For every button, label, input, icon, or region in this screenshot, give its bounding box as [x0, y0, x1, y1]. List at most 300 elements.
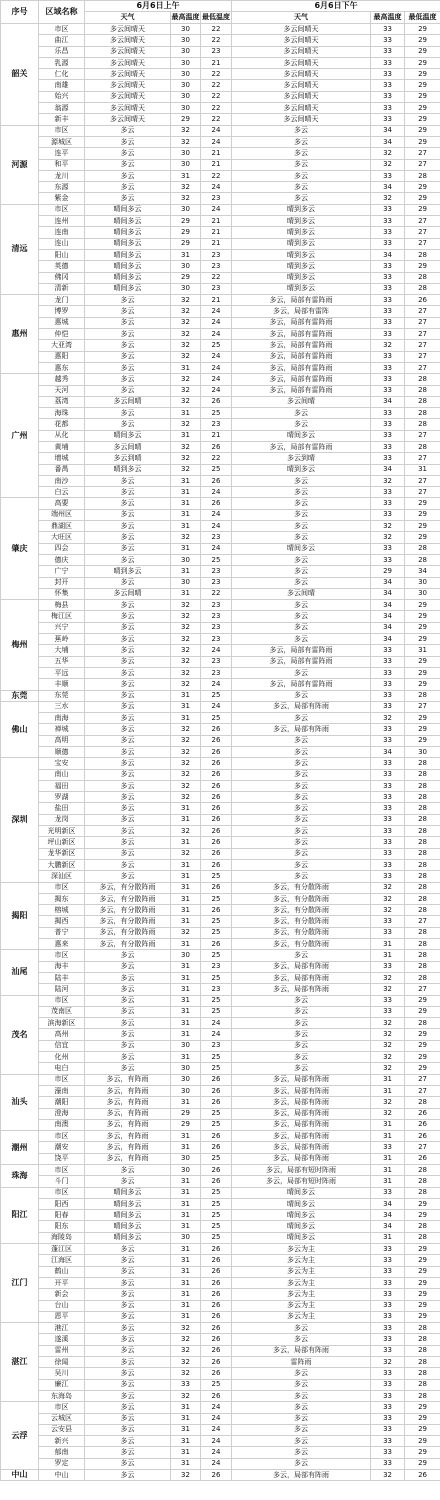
am-min-cell: 25 [201, 1187, 232, 1198]
region-cell: 东莞 [39, 690, 85, 701]
pm-min-cell: 26 [405, 1131, 440, 1142]
pm-max-cell: 32 [371, 159, 405, 170]
table-row [1, 1402, 440, 1413]
am-max-cell: 31 [171, 916, 201, 927]
am-min-cell: 25 [201, 1221, 232, 1232]
pm-weather-cell: 多云，局部有雷阵雨 [232, 645, 371, 656]
am-max-cell: 29 [171, 227, 201, 238]
region-cell: 南山 [39, 769, 85, 780]
pm-max-cell: 34 [371, 747, 405, 758]
am-weather-cell: 晴间多云 [85, 216, 171, 227]
city-group-cell: 珠海 [1, 1164, 39, 1187]
table-row [1, 340, 440, 351]
pm-min-cell: 29 [405, 498, 440, 509]
am-min-cell: 26 [201, 882, 232, 893]
pm-min-cell: 27 [405, 1142, 440, 1153]
pm-weather-cell: 多云 [232, 713, 371, 724]
pm-max-cell: 33 [371, 792, 405, 803]
pm-min-cell: 28 [405, 272, 440, 283]
pm-max-cell: 33 [371, 871, 405, 882]
region-cell: 市区 [39, 1074, 85, 1085]
am-weather-cell: 多云 [85, 758, 171, 769]
region-cell: 紫金 [39, 193, 85, 204]
pm-weather-cell: 多云间晴天 [232, 103, 371, 114]
table-row [1, 24, 440, 35]
region-cell: 澄海 [39, 1108, 85, 1119]
pm-min-cell: 28 [405, 848, 440, 859]
table-row [1, 1142, 440, 1153]
pm-min-cell: 29 [405, 1006, 440, 1017]
pm-min-cell: 29 [405, 1198, 440, 1209]
pm-min-cell: 28 [405, 893, 440, 904]
pm-max-cell: 33 [371, 826, 405, 837]
am-max-cell: 31 [171, 837, 201, 848]
am-max-cell: 30 [171, 148, 201, 159]
am-weather-cell: 多云 [85, 1277, 171, 1288]
am-min-cell: 24 [201, 136, 232, 147]
am-min-cell: 22 [201, 272, 232, 283]
am-weather-cell: 晴间多云 [85, 1210, 171, 1221]
pm-min-cell: 29 [405, 261, 440, 272]
pm-max-cell: 32 [371, 882, 405, 893]
am-max-cell: 31 [171, 1300, 201, 1311]
am-min-cell: 25 [201, 1108, 232, 1119]
table-row [1, 170, 440, 181]
am-min-cell: 21 [201, 295, 232, 306]
pm-weather-cell: 多云，局部有雷阵雨 [232, 656, 371, 667]
am-weather-cell: 多云 [85, 362, 171, 373]
table-row [1, 792, 440, 803]
pm-max-cell: 33 [371, 509, 405, 520]
am-max-cell: 32 [171, 317, 201, 328]
am-min-cell: 24 [201, 374, 232, 385]
am-min-cell: 24 [201, 1424, 232, 1435]
pm-weather-cell: 多云，局部有雷阵雨 [232, 329, 371, 340]
am-max-cell: 31 [171, 1458, 201, 1469]
pm-weather-cell: 晴间多云 [232, 543, 371, 554]
pm-max-cell: 32 [371, 1097, 405, 1108]
pm-max-cell: 33 [371, 1334, 405, 1345]
table-row [1, 114, 440, 125]
am-min-cell: 24 [201, 317, 232, 328]
region-cell: 廉江 [39, 1379, 85, 1390]
region-cell: 高明 [39, 735, 85, 746]
region-cell: 惠东 [39, 362, 85, 373]
pm-weather-cell: 多云，局部有阵雨 [232, 1153, 371, 1164]
am-weather-cell: 多云 [85, 1029, 171, 1040]
am-weather-cell: 晴间多云 [85, 1187, 171, 1198]
region-cell: 市区 [39, 950, 85, 961]
table-row [1, 216, 440, 227]
am-min-cell: 25 [201, 554, 232, 565]
pm-max-cell: 33 [371, 1255, 405, 1266]
pm-max-cell: 33 [371, 91, 405, 102]
pm-weather-cell: 多云 [232, 950, 371, 961]
am-weather-cell: 多云 [85, 747, 171, 758]
am-min-cell: 23 [201, 600, 232, 611]
am-weather-cell: 多云间晴天 [85, 114, 171, 125]
am-weather-cell: 多云 [85, 961, 171, 972]
pm-max-cell: 33 [371, 261, 405, 272]
am-max-cell: 32 [171, 724, 201, 735]
region-cell: 封开 [39, 577, 85, 588]
pm-min-cell: 29 [405, 1300, 440, 1311]
pm-max-cell: 33 [371, 679, 405, 690]
am-weather-cell: 多云间晴天 [85, 80, 171, 91]
am-max-cell: 31 [171, 408, 201, 419]
am-min-cell: 24 [201, 509, 232, 520]
am-weather-cell: 多云 [85, 182, 171, 193]
pm-min-cell: 28 [405, 1018, 440, 1029]
pm-max-cell: 33 [371, 114, 405, 125]
region-cell: 榕城 [39, 905, 85, 916]
am-weather-cell: 多云 [85, 1289, 171, 1300]
am-min-cell: 23 [201, 532, 232, 543]
table-row [1, 826, 440, 837]
region-cell: 惠来 [39, 939, 85, 950]
table-row [1, 724, 440, 735]
am-max-cell: 31 [171, 1018, 201, 1029]
pm-min-cell: 29 [405, 724, 440, 735]
region-cell: 遂溪 [39, 1334, 85, 1345]
pm-max-cell: 33 [371, 227, 405, 238]
table-row [1, 441, 440, 452]
header-region: 区域名称 [39, 1, 85, 24]
table-row [1, 950, 440, 961]
region-cell: 乳源 [39, 57, 85, 68]
am-weather-cell: 多云 [85, 1300, 171, 1311]
region-cell: 英德 [39, 261, 85, 272]
region-cell: 市区 [39, 24, 85, 35]
pm-max-cell: 31 [371, 1153, 405, 1164]
pm-weather-cell: 多云 [232, 1458, 371, 1469]
pm-max-cell: 33 [371, 758, 405, 769]
pm-min-cell: 27 [405, 227, 440, 238]
region-cell: 东海岛 [39, 1390, 85, 1401]
am-weather-cell: 多云间晴天 [85, 57, 171, 68]
pm-min-cell: 27 [405, 329, 440, 340]
pm-min-cell: 28 [405, 1390, 440, 1401]
city-group-cell: 清远 [1, 204, 39, 294]
pm-weather-cell: 晴间多云 [232, 1221, 371, 1232]
am-max-cell: 31 [171, 521, 201, 532]
pm-min-cell: 27 [405, 362, 440, 373]
am-max-cell: 31 [171, 1198, 201, 1209]
am-max-cell: 31 [171, 509, 201, 520]
region-cell: 荔湾 [39, 396, 85, 407]
am-weather-cell: 多云 [85, 1018, 171, 1029]
pm-weather-cell: 多云，局部有短时阵雨 [232, 1176, 371, 1187]
pm-min-cell: 29 [405, 1063, 440, 1074]
am-max-cell: 30 [171, 283, 201, 294]
am-max-cell: 30 [171, 1153, 201, 1164]
am-weather-cell: 多云 [85, 487, 171, 498]
pm-weather-cell: 多云 [232, 1379, 371, 1390]
pm-max-cell: 32 [371, 893, 405, 904]
region-cell: 云城区 [39, 1413, 85, 1424]
pm-weather-cell: 晴到多云 [232, 283, 371, 294]
am-min-cell: 26 [201, 1300, 232, 1311]
city-group-cell: 汕头 [1, 1074, 39, 1130]
table-row [1, 475, 440, 486]
pm-weather-cell: 多云间晴天 [232, 57, 371, 68]
am-weather-cell: 多云 [85, 995, 171, 1006]
region-cell: 清新 [39, 283, 85, 294]
am-min-cell: 25 [201, 1379, 232, 1390]
am-max-cell: 31 [171, 1277, 201, 1288]
am-min-cell: 26 [201, 1277, 232, 1288]
pm-weather-cell: 雷阵雨 [232, 1357, 371, 1368]
table-row [1, 995, 440, 1006]
pm-weather-cell: 多云，局部有阵雨 [232, 1131, 371, 1142]
pm-weather-cell: 多云，局部有阵雨 [232, 1470, 371, 1481]
am-weather-cell: 多云 [85, 125, 171, 136]
pm-max-cell: 33 [371, 995, 405, 1006]
pm-weather-cell: 多云 [232, 1006, 371, 1017]
pm-min-cell: 27 [405, 238, 440, 249]
am-weather-cell: 多云间晴 [85, 396, 171, 407]
pm-min-cell: 28 [405, 283, 440, 294]
table-row [1, 679, 440, 690]
pm-min-cell: 27 [405, 475, 440, 486]
am-weather-cell: 多云 [85, 622, 171, 633]
pm-weather-cell: 多云，局部有阵雨 [232, 1074, 371, 1085]
table-row [1, 1210, 440, 1221]
am-max-cell: 31 [171, 1436, 201, 1447]
am-max-cell: 30 [171, 577, 201, 588]
am-min-cell: 23 [201, 961, 232, 972]
pm-max-cell: 33 [371, 1142, 405, 1153]
am-min-cell: 26 [201, 859, 232, 870]
pm-max-cell: 33 [371, 814, 405, 825]
pm-min-cell: 29 [405, 1447, 440, 1458]
pm-min-cell: 29 [405, 634, 440, 645]
am-min-cell: 23 [201, 984, 232, 995]
am-min-cell: 26 [201, 1085, 232, 1096]
am-max-cell: 29 [171, 272, 201, 283]
pm-max-cell: 33 [371, 543, 405, 554]
am-max-cell: 32 [171, 441, 201, 452]
region-cell: 翁源 [39, 103, 85, 114]
table-row [1, 543, 440, 554]
table-row [1, 611, 440, 622]
pm-min-cell: 29 [405, 69, 440, 80]
table-row [1, 509, 440, 520]
am-weather-cell: 多云 [85, 148, 171, 159]
pm-max-cell: 34 [371, 396, 405, 407]
table-row [1, 1097, 440, 1108]
am-weather-cell: 多云，有阵雨 [85, 1074, 171, 1085]
pm-weather-cell: 多云，局部有阵雨 [232, 961, 371, 972]
am-min-cell: 26 [201, 758, 232, 769]
am-max-cell: 30 [171, 1063, 201, 1074]
table-row [1, 656, 440, 667]
pm-max-cell: 33 [371, 170, 405, 181]
region-cell: 中山 [39, 1470, 85, 1481]
am-weather-cell: 晴到多云 [85, 464, 171, 475]
am-weather-cell: 多云 [85, 1255, 171, 1266]
pm-weather-cell: 晴到多云 [232, 204, 371, 215]
pm-weather-cell: 多云 [232, 419, 371, 430]
am-min-cell: 26 [201, 1074, 232, 1085]
city-group-cell: 深圳 [1, 758, 39, 882]
pm-max-cell: 32 [371, 1040, 405, 1051]
am-weather-cell: 多云间晴天 [85, 91, 171, 102]
am-min-cell: 25 [201, 1006, 232, 1017]
pm-min-cell: 29 [405, 600, 440, 611]
table-row [1, 464, 440, 475]
pm-weather-cell: 多云 [232, 1436, 371, 1447]
pm-min-cell: 27 [405, 487, 440, 498]
am-weather-cell: 多云 [85, 780, 171, 791]
table-row [1, 972, 440, 983]
pm-weather-cell: 多云 [232, 1334, 371, 1345]
am-min-cell: 24 [201, 701, 232, 712]
am-weather-cell: 晴间多云 [85, 261, 171, 272]
pm-min-cell: 29 [405, 532, 440, 543]
region-cell: 天河 [39, 385, 85, 396]
region-cell: 丰顺 [39, 679, 85, 690]
am-min-cell: 25 [201, 916, 232, 927]
pm-weather-cell: 晴间多云 [232, 1210, 371, 1221]
table-row [1, 317, 440, 328]
table-row [1, 1221, 440, 1232]
region-cell: 鹤山 [39, 1266, 85, 1277]
am-weather-cell: 多云 [85, 826, 171, 837]
pm-weather-cell: 多云 [232, 1018, 371, 1029]
pm-min-cell: 28 [405, 826, 440, 837]
region-cell: 源城区 [39, 136, 85, 147]
table-row [1, 46, 440, 57]
region-cell: 黄埔 [39, 441, 85, 452]
table-row [1, 1131, 440, 1142]
am-weather-cell: 多云 [85, 1345, 171, 1356]
am-max-cell: 31 [171, 984, 201, 995]
pm-max-cell: 33 [371, 283, 405, 294]
pm-weather-cell: 多云 [232, 170, 371, 181]
am-max-cell: 31 [171, 1424, 201, 1435]
city-group-cell: 中山 [1, 1470, 39, 1481]
pm-max-cell: 34 [371, 577, 405, 588]
region-cell: 龙华新区 [39, 848, 85, 859]
am-weather-cell: 多云 [85, 1436, 171, 1447]
pm-max-cell: 34 [371, 249, 405, 260]
am-max-cell: 31 [171, 1221, 201, 1232]
pm-min-cell: 28 [405, 769, 440, 780]
pm-max-cell: 33 [371, 701, 405, 712]
am-max-cell: 31 [171, 1187, 201, 1198]
region-cell: 市区 [39, 1187, 85, 1198]
table-body [1, 24, 440, 1481]
am-weather-cell: 多云间晴天 [85, 35, 171, 46]
am-min-cell: 24 [201, 1436, 232, 1447]
am-max-cell: 31 [171, 566, 201, 577]
am-min-cell: 24 [201, 329, 232, 340]
table-row [1, 735, 440, 746]
am-min-cell: 25 [201, 995, 232, 1006]
am-max-cell: 31 [171, 543, 201, 554]
am-max-cell: 31 [171, 1289, 201, 1300]
pm-max-cell: 33 [371, 419, 405, 430]
pm-weather-cell: 晴间多云 [232, 1198, 371, 1209]
pm-weather-cell: 多云，有分散阵雨 [232, 905, 371, 916]
pm-weather-cell: 多云，有分散阵雨 [232, 939, 371, 950]
pm-min-cell: 28 [405, 543, 440, 554]
pm-weather-cell: 多云，局部有短时阵雨 [232, 1164, 371, 1175]
am-min-cell: 22 [201, 114, 232, 125]
region-cell: 市区 [39, 882, 85, 893]
am-weather-cell: 多云 [85, 859, 171, 870]
pm-weather-cell: 多云为主 [232, 1311, 371, 1322]
am-max-cell: 30 [171, 204, 201, 215]
am-min-cell: 25 [201, 927, 232, 938]
region-cell: 深汕区 [39, 871, 85, 882]
region-cell: 化州 [39, 1052, 85, 1063]
table-row [1, 622, 440, 633]
pm-weather-cell: 多云为主 [232, 1244, 371, 1255]
region-cell: 平远 [39, 667, 85, 678]
am-weather-cell: 多云 [85, 1323, 171, 1334]
header-am-min: 最低温度 [201, 12, 232, 24]
pm-min-cell: 28 [405, 950, 440, 961]
pm-weather-cell: 多云间晴天 [232, 35, 371, 46]
am-max-cell: 32 [171, 1323, 201, 1334]
am-weather-cell: 多云 [85, 1176, 171, 1187]
am-weather-cell: 多云 [85, 136, 171, 147]
am-min-cell: 26 [201, 475, 232, 486]
table-row [1, 261, 440, 272]
pm-max-cell: 33 [371, 69, 405, 80]
pm-weather-cell: 多云，有分散阵雨 [232, 927, 371, 938]
pm-weather-cell: 晴间多云 [232, 1187, 371, 1198]
table-row [1, 871, 440, 882]
table-row [1, 1413, 440, 1424]
am-weather-cell: 多云 [85, 408, 171, 419]
am-max-cell: 32 [171, 306, 201, 317]
pm-weather-cell: 多云 [232, 566, 371, 577]
am-min-cell: 26 [201, 939, 232, 950]
table-row [1, 984, 440, 995]
am-max-cell: 32 [171, 1334, 201, 1345]
table-row [1, 848, 440, 859]
pm-min-cell: 28 [405, 837, 440, 848]
region-cell: 大鹏新区 [39, 859, 85, 870]
table-row [1, 453, 440, 464]
pm-max-cell: 33 [371, 216, 405, 227]
am-min-cell: 26 [201, 905, 232, 916]
pm-weather-cell: 多云间晴天 [232, 80, 371, 91]
region-cell: 海丰 [39, 961, 85, 972]
header-pm-max: 最高温度 [371, 12, 405, 24]
pm-max-cell: 33 [371, 916, 405, 927]
am-min-cell: 22 [201, 24, 232, 35]
region-cell: 濠南 [39, 1085, 85, 1096]
pm-weather-cell: 多云 [232, 735, 371, 746]
pm-weather-cell: 多云为主 [232, 1300, 371, 1311]
am-min-cell: 26 [201, 803, 232, 814]
am-weather-cell: 多云 [85, 1357, 171, 1368]
am-weather-cell: 晴间多云 [85, 1221, 171, 1232]
table-row [1, 882, 440, 893]
am-weather-cell: 多云 [85, 1424, 171, 1435]
am-weather-cell: 晴间多云 [85, 272, 171, 283]
header-am-max: 最高温度 [171, 12, 201, 24]
pm-weather-cell: 多云间晴天 [232, 69, 371, 80]
pm-min-cell: 28 [405, 441, 440, 452]
pm-weather-cell: 多云 [232, 182, 371, 193]
am-max-cell: 31 [171, 1266, 201, 1277]
table-row [1, 1334, 440, 1345]
